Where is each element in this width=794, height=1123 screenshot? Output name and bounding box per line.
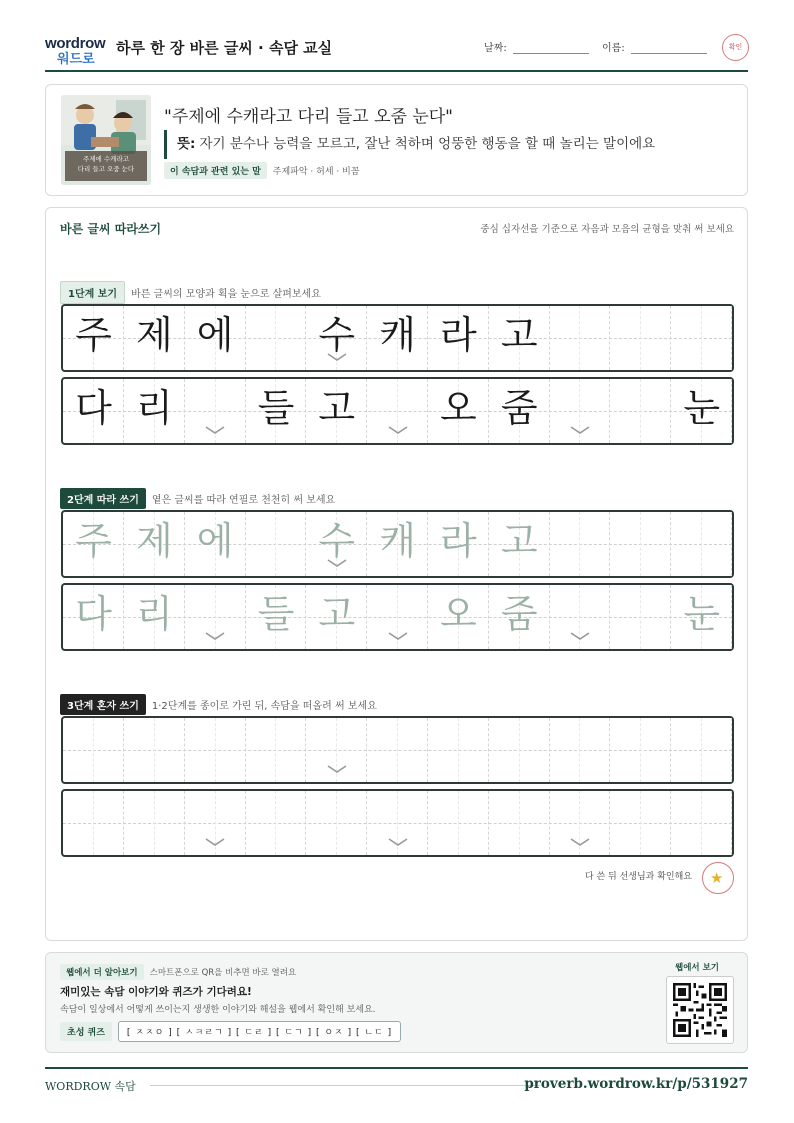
trace-glyph: 고 — [500, 519, 538, 563]
practice-title: 바른 글씨 따라쓰기 — [60, 222, 162, 236]
trace-glyph: 주 — [75, 519, 112, 563]
model-glyph: 라 — [440, 313, 477, 357]
footer-url-link[interactable]: proverb.wordrow.kr/p/531927 — [524, 1076, 748, 1092]
trace-glyph: 줌 — [500, 592, 538, 636]
web-subtext: 속담이 일상에서 어떻게 쓰이는지 생생한 이야기와 해설을 웹에서 확인해 보세요. — [60, 1005, 376, 1015]
qr-label: 웹에서 보기 — [674, 963, 719, 973]
step-1-label: 1단계 보기 — [60, 281, 125, 304]
grid-cell[interactable] — [610, 585, 671, 649]
space-mark-icon — [325, 762, 349, 776]
model-glyph: 오 — [440, 386, 477, 430]
worksheet-title: 하루 한 장 바른 글씨 · 속담 교실 — [116, 39, 333, 57]
grid-cell — [671, 306, 732, 370]
grid-cell[interactable] — [367, 718, 428, 782]
step-2-desc: 옅은 글씨를 따라 연필로 천천히 써 보세요 — [151, 495, 336, 506]
space-mark-icon — [568, 835, 592, 849]
meaning-label: 뜻: — [177, 136, 196, 152]
space-mark-icon — [325, 350, 349, 364]
space-mark-icon — [203, 629, 227, 643]
trace-glyph: 에 — [196, 519, 234, 563]
date-line[interactable] — [513, 53, 589, 54]
related-tags[interactable]: 주제파악 · 허세 · 비꼼 — [272, 167, 360, 177]
svg-text:다리 들고 오줌 눈다: 다리 들고 오줌 눈다 — [77, 165, 135, 173]
space-mark-icon — [386, 835, 410, 849]
web-badge-row — [60, 964, 296, 980]
grid-cell[interactable] — [428, 718, 489, 782]
step-1-header — [60, 281, 321, 304]
grid-cell[interactable] — [610, 512, 671, 576]
trace-glyph: 눈 — [683, 592, 721, 636]
date-field[interactable] — [484, 39, 589, 54]
step-1-desc: 바른 글씨의 모양과 획을 눈으로 살펴보세요 — [131, 289, 321, 300]
web-badge: 웹에서 더 알아보기 — [60, 964, 144, 980]
step3-row-2[interactable] — [61, 789, 734, 857]
footer-divider — [150, 1085, 540, 1086]
space-mark-icon — [203, 835, 227, 849]
space-mark-icon — [386, 629, 410, 643]
web-promo-box — [45, 952, 748, 1053]
step-3-header — [60, 694, 377, 715]
proverb-illustration — [61, 95, 151, 185]
qr-code-icon[interactable] — [666, 976, 734, 1044]
trace-glyph: 제 — [135, 519, 173, 563]
star-stamp-icon: ★ — [702, 862, 734, 894]
date-label: 날짜: — [484, 43, 507, 54]
grid-cell[interactable] — [671, 791, 732, 855]
grid-cell[interactable] — [550, 718, 611, 782]
step1-row-2 — [61, 377, 734, 445]
web-badge-desc: 스마트폰으로 QR을 비추면 바로 열려요 — [149, 968, 297, 978]
proverb-card — [45, 84, 748, 196]
grid-cell[interactable] — [610, 791, 671, 855]
space-mark-icon — [203, 423, 227, 437]
space-mark-icon — [568, 423, 592, 437]
step2-row-1[interactable] — [61, 510, 734, 578]
model-glyph: 고 — [500, 313, 538, 357]
step2-row-2[interactable] — [61, 583, 734, 651]
quiz-value: [ ㅈㅈㅇ ] [ ㅅㅋㄹㄱ ] [ ㄷㄹ ] [ ㄷㄱ ] [ ㅇㅈ ] [ ㄴㄷ ] — [118, 1021, 401, 1042]
grid-cell[interactable] — [63, 718, 124, 782]
grid-cell[interactable] — [550, 512, 611, 576]
grid-cell[interactable] — [671, 718, 732, 782]
page-footer — [45, 1067, 748, 1097]
name-line[interactable] — [631, 53, 707, 54]
grid-cell[interactable] — [610, 718, 671, 782]
trace-glyph: 수 — [318, 519, 356, 563]
svg-text:주제에 수캐라고: 주제에 수캐라고 — [82, 155, 130, 163]
grid-cell[interactable] — [489, 718, 550, 782]
chosung-quiz — [60, 1021, 401, 1042]
grid-cell[interactable] — [124, 718, 185, 782]
logo-wordmark: wordrow — [45, 35, 106, 52]
name-label: 이름: — [602, 43, 625, 54]
model-glyph: 에 — [196, 313, 234, 357]
grid-cell[interactable] — [671, 512, 732, 576]
model-glyph: 들 — [257, 386, 295, 430]
confirm-stamp-icon — [722, 34, 749, 61]
footer-brand: WORDROW 속담 — [45, 1080, 136, 1093]
practice-panel — [45, 207, 748, 941]
model-glyph: 제 — [135, 313, 173, 357]
web-headline: 재미있는 속담 이야기와 퀴즈가 기다려요! — [60, 986, 252, 998]
grid-cell[interactable] — [489, 791, 550, 855]
grid-cell[interactable] — [124, 791, 185, 855]
name-field[interactable] — [602, 39, 707, 54]
grid-cell[interactable] — [306, 791, 367, 855]
related-words — [164, 162, 360, 179]
proverb-text: "주제에 수캐라고 다리 들고 오줌 눈다" — [164, 107, 453, 127]
model-glyph: 다 — [75, 386, 112, 430]
trace-glyph: 다 — [75, 592, 112, 636]
step-3-label: 3단계 혼자 쓰기 — [60, 694, 146, 715]
model-glyph: 주 — [75, 313, 112, 357]
quiz-label: 초성 퀴즈 — [60, 1022, 112, 1041]
step1-row-1 — [61, 304, 734, 372]
practice-hint: 중심 십자선을 기준으로 자음과 모음의 균형을 맞춰 써 보세요 — [480, 224, 734, 235]
space-mark-icon — [386, 423, 410, 437]
step-2-label: 2단계 따라 쓰기 — [60, 488, 146, 509]
related-label: 이 속담과 관련 있는 말 — [164, 162, 267, 179]
space-mark-icon — [568, 629, 592, 643]
grid-cell — [610, 379, 671, 443]
grid-cell[interactable] — [428, 791, 489, 855]
model-glyph: 캐 — [379, 313, 416, 357]
grid-cell — [610, 306, 671, 370]
grid-cell — [550, 306, 611, 370]
step-3-desc: 1·2단계를 종이로 가린 뒤, 속담을 떠올려 써 보세요 — [151, 701, 377, 712]
grid-cell — [245, 306, 306, 370]
model-glyph: 줌 — [500, 386, 538, 430]
logo-korean: 워드로 — [57, 52, 95, 67]
space-mark-icon — [325, 556, 349, 570]
wordrow-logo[interactable] — [45, 35, 107, 65]
step3-row-1[interactable] — [61, 716, 734, 784]
teacher-check-text: 다 쓴 뒤 선생님과 확인해요 — [584, 872, 692, 882]
grid-cell[interactable] — [245, 718, 306, 782]
trace-glyph: 들 — [257, 592, 295, 636]
grid-cell[interactable] — [245, 791, 306, 855]
grid-cell[interactable] — [63, 791, 124, 855]
step-2-header — [60, 488, 335, 509]
model-glyph: 수 — [318, 313, 356, 357]
trace-glyph: 고 — [318, 592, 356, 636]
model-glyph: 리 — [135, 386, 173, 430]
proverb-meaning — [164, 130, 655, 159]
model-glyph: 눈 — [683, 386, 721, 430]
trace-glyph: 리 — [135, 592, 173, 636]
trace-glyph: 캐 — [379, 519, 416, 563]
grid-cell[interactable] — [185, 718, 246, 782]
grid-cell[interactable] — [245, 512, 306, 576]
page-header — [45, 30, 748, 72]
model-glyph: 고 — [318, 386, 356, 430]
trace-glyph: 라 — [440, 519, 477, 563]
trace-glyph: 오 — [440, 592, 477, 636]
stamp-text: 확인 — [728, 43, 743, 51]
meaning-text: 자기 분수나 능력을 모르고, 잘난 척하며 엉뚱한 행동을 할 때 놀리는 말이에요 — [199, 136, 656, 152]
